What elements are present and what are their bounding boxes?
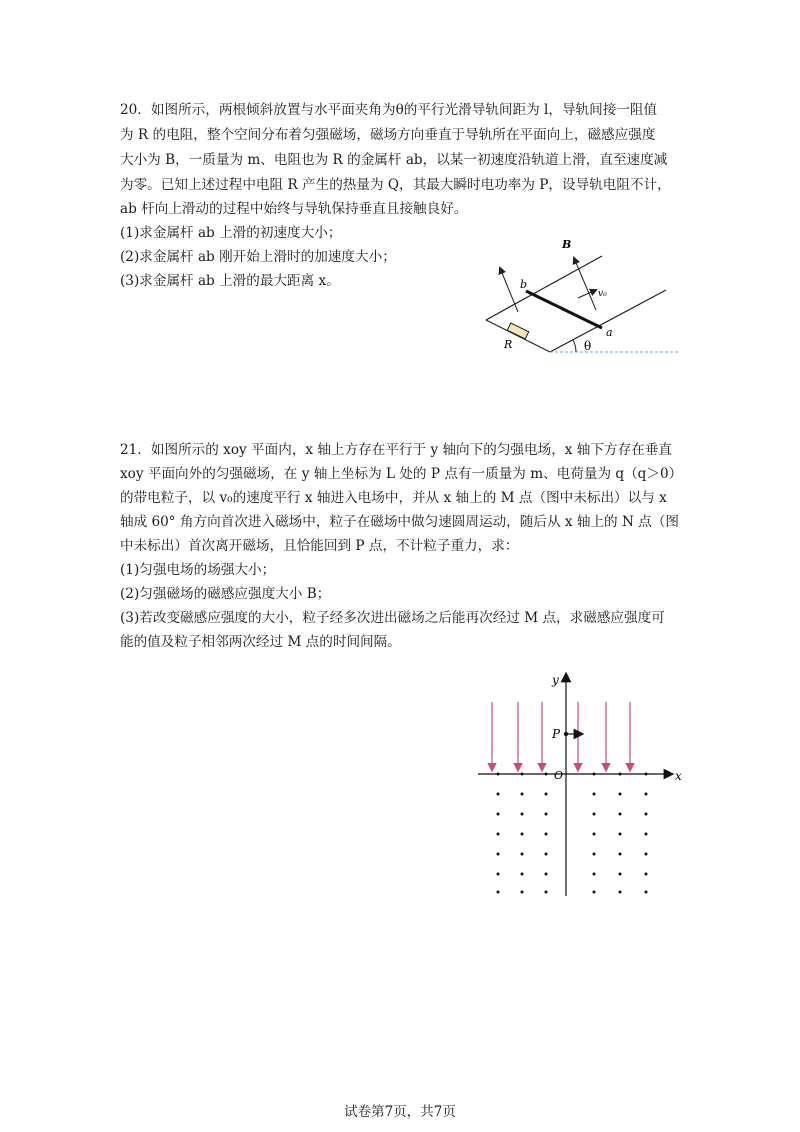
- q21-line-1: 21．如图所示的 xoy 平面内，x 轴上方存在平行于 y 轴向下的匀强电场，x 轴下方存在垂直: [120, 442, 672, 458]
- label-y: y: [552, 673, 559, 687]
- rail-upper: [486, 256, 602, 320]
- field-arrow-B-1: [500, 268, 518, 312]
- q20-line-2: 为 R 的电阻，整个空间分布着匀强磁场，磁场方向垂直于导轨所在平面向上，磁感应强度: [120, 127, 656, 143]
- label-x: x: [675, 769, 682, 783]
- magnetic-field-dot: [497, 813, 500, 816]
- velocity-arrow: [578, 290, 596, 298]
- magnetic-field-dot: [545, 853, 548, 856]
- magnetic-field-dot: [521, 793, 524, 796]
- label-O: O: [554, 769, 564, 782]
- magnetic-field-dot: [545, 773, 548, 776]
- q20-figure-rails: [478, 228, 690, 360]
- magnetic-field-dot: [619, 813, 622, 816]
- magnetic-field-dot: [521, 833, 524, 836]
- magnetic-field-dot: [593, 773, 596, 776]
- magnetic-field-dot: [593, 891, 596, 894]
- magnetic-field-dot: [521, 773, 524, 776]
- point-P: [564, 732, 568, 736]
- magnetic-field-dot: [497, 833, 500, 836]
- label-P: P: [552, 727, 561, 741]
- magnetic-field-dot: [619, 773, 622, 776]
- label-a: a: [606, 326, 613, 339]
- q20-line-4: 为零。已知上述过程中电阻 R 产生的热量为 Q，其最大瞬时电功率为 P，设导轨电阻不计，: [120, 177, 671, 193]
- magnetic-field-dot: [645, 773, 648, 776]
- q20-line-5: ab 杆向上滑动的过程中始终与导轨保持垂直且接触良好。: [120, 201, 468, 217]
- magnetic-field-dot: [521, 873, 524, 876]
- q21-line-3: 的带电粒子，以 v₀的速度平行 x 轴进入电场中，并从 x 轴上的 M 点（图中未标出）以与 x: [120, 490, 667, 506]
- magnetic-field-dot: [645, 853, 648, 856]
- label-theta: θ: [584, 339, 592, 353]
- magnetic-field-dot: [593, 853, 596, 856]
- magnetic-field-dot: [645, 813, 648, 816]
- q21-line-4: 轴成 60° 角方向首次进入磁场中，粒子在磁场中做匀速圆周运动，随后从 x 轴上的 N 点（图: [120, 514, 679, 530]
- magnetic-field-dot: [619, 873, 622, 876]
- q21-sub-3: (3)若改变磁感应强度的大小，粒子经多次进出磁场之后能再次经过 M 点，求磁感应强度可: [120, 610, 665, 626]
- magnetic-field-dot: [645, 891, 648, 894]
- magnetic-field-dot: [619, 853, 622, 856]
- magnetic-field-dot: [545, 891, 548, 894]
- magnetic-field-dot: [545, 833, 548, 836]
- magnetic-field-dot: [497, 873, 500, 876]
- q21-figure-fields: [478, 668, 690, 896]
- q20-line-3: 大小为 B，一质量为 m、电阻也为 R 的金属杆 ab，以某一初速度沿轨道上滑，直至速度减: [120, 152, 668, 168]
- q20-line-1: 20．如图所示，两根倾斜放置与水平面夹角为θ的平行光滑导轨间距为 l，导轨间接一阻值: [120, 102, 658, 118]
- magnetic-field-dot: [521, 853, 524, 856]
- magnetic-field-dot: [593, 793, 596, 796]
- magnetic-field-dot: [497, 793, 500, 796]
- magnetic-field-dot: [545, 793, 548, 796]
- magnetic-field-dot: [545, 813, 548, 816]
- q20-sub-3: (3)求金属杆 ab 上滑的最大距离 x。: [120, 273, 340, 289]
- q21-line-2: xoy 平面向外的匀强磁场，在 y 轴上坐标为 L 处的 P 点有一质量为 m、电荷量为 q（q＞0）: [120, 466, 683, 482]
- q21-sub-2: (2)匀强磁场的磁感应强度大小 B；: [120, 586, 331, 602]
- q20-sub-2: (2)求金属杆 ab 刚开始上滑时的加速度大小；: [120, 249, 396, 265]
- page-footer: 试卷第7页，共7页: [344, 1104, 456, 1120]
- magnetic-field-dot: [497, 891, 500, 894]
- magnetic-field-dot: [645, 873, 648, 876]
- magnetic-field-dot: [645, 833, 648, 836]
- rail-lower: [550, 290, 666, 352]
- angle-arc: [573, 340, 576, 352]
- q21-sub-3-cont: 能的值及粒子相邻两次经过 M 点的时间间隔。: [120, 634, 401, 650]
- label-b: b: [520, 278, 528, 291]
- magnetic-field-dot: [593, 833, 596, 836]
- label-R: R: [504, 338, 513, 351]
- q21-line-5: 中未标出）首次离开磁场，且恰能回到 P 点，不计粒子重力，求：: [120, 538, 519, 554]
- magnetic-field-dot: [521, 813, 524, 816]
- magnetic-field-dot: [645, 793, 648, 796]
- magnetic-field-dot: [593, 813, 596, 816]
- magnetic-field-dot: [593, 873, 596, 876]
- q21-sub-1: (1)匀强电场的场强大小；: [120, 562, 276, 578]
- q20-sub-1: (1)求金属杆 ab 上滑的初速度大小；: [120, 225, 342, 241]
- magnetic-field-dot: [619, 793, 622, 796]
- label-v0: v₀: [598, 289, 607, 299]
- magnetic-field-dot: [521, 891, 524, 894]
- magnetic-field-dot: [497, 773, 500, 776]
- label-B: B: [562, 238, 572, 251]
- magnetic-field-dot: [497, 853, 500, 856]
- magnetic-field-dot: [545, 873, 548, 876]
- magnetic-field-dot: [619, 833, 622, 836]
- magnetic-field-dot: [619, 891, 622, 894]
